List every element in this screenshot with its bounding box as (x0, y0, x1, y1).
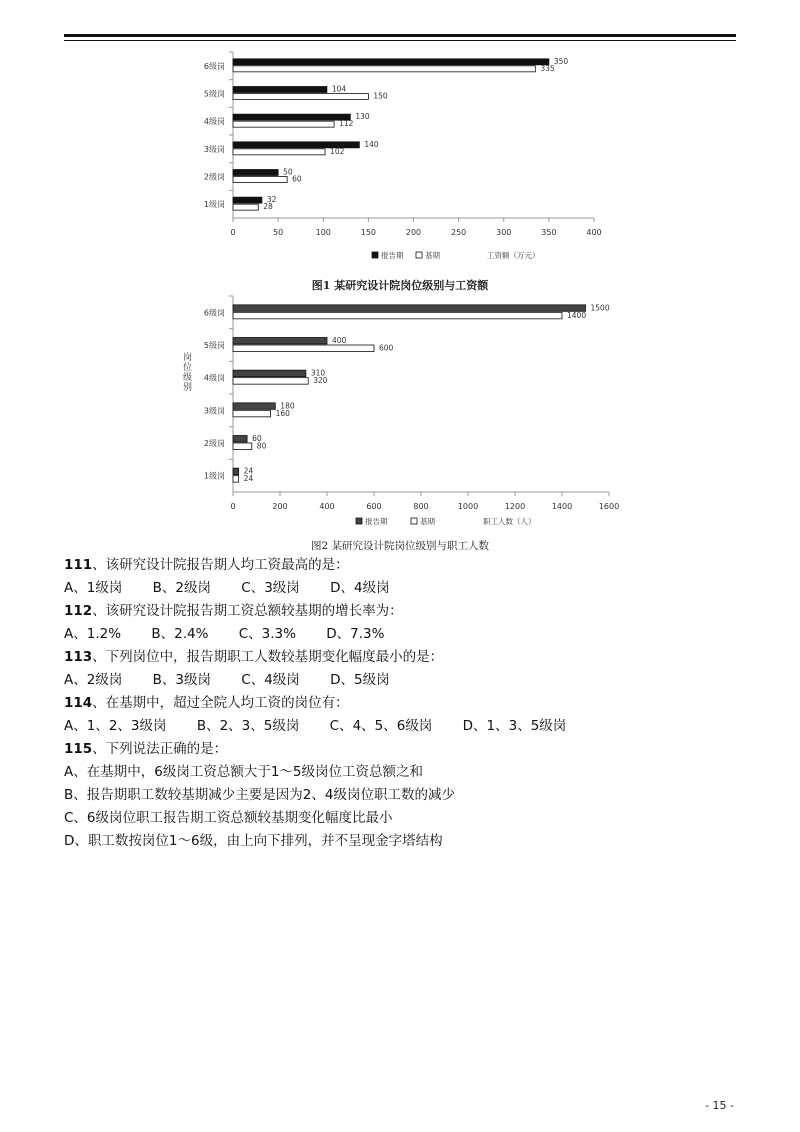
option-a: A、1级岗 (64, 580, 123, 596)
category-label: 3级岗 (203, 406, 225, 416)
bar-base (233, 94, 368, 100)
option-c: C、3.3% (238, 626, 296, 642)
bar-base (233, 443, 252, 450)
x-tick-label: 1400 (551, 502, 573, 511)
bar-value-label: 112 (339, 119, 354, 129)
question-stem: 、该研究设计院报告期工资总额较基期的增长率为： (92, 603, 403, 619)
question-number: 115 (64, 741, 93, 757)
option-d: D、7.3% (326, 626, 385, 642)
option-b: B、报告期职工数较基期减少主要是因为2、4级岗位职工数的减少 (64, 787, 455, 803)
bar-base (233, 149, 325, 155)
x-tick-label: 100 (315, 228, 331, 237)
x-tick-label: 50 (273, 228, 284, 237)
bar-report (233, 436, 247, 443)
bar-value-label: 600 (379, 343, 394, 353)
x-tick-label: 250 (450, 228, 467, 237)
x-axis-title: 职工人数（人） (483, 517, 536, 526)
option-d: D、4级岗 (330, 580, 390, 596)
category-label: 1级岗 (203, 471, 225, 481)
category-label: 3级岗 (203, 144, 225, 154)
header-rule-thick (64, 34, 736, 37)
bar-base (233, 345, 374, 352)
bar-report (233, 87, 327, 93)
figure2-caption: 图2 某研究设计院岗位级别与职工人数 (310, 540, 490, 552)
bar-value-label: 150 (373, 91, 388, 101)
question-number: 113 (64, 649, 93, 665)
bar-base (233, 476, 239, 483)
legend-swatch (356, 518, 362, 524)
question-number: 112 (64, 603, 93, 619)
bar-value-label: 60 (292, 174, 302, 184)
category-label: 4级岗 (203, 373, 225, 383)
x-tick-label: 400 (586, 228, 602, 237)
question-list (64, 554, 744, 853)
bar-value-label: 50 (283, 167, 293, 177)
bar-value-label: 102 (330, 146, 345, 156)
category-label: 5级岗 (203, 341, 225, 350)
bar-report (233, 305, 586, 312)
category-label: 2级岗 (203, 439, 225, 448)
bar-report (233, 197, 262, 203)
option-c: C、3级岗 (241, 580, 300, 596)
bar-value-label: 1400 (567, 310, 587, 320)
option-a: A、2级岗 (64, 672, 123, 688)
option-b: B、2、3、5级岗 (196, 718, 300, 734)
bar-value-label: 400 (332, 336, 347, 345)
option-a: A、1、2、3级岗 (64, 718, 167, 734)
option-d: D、1、3、5级岗 (462, 718, 567, 734)
option-b: B、3级岗 (152, 672, 211, 688)
bar-value-label: 28 (263, 202, 273, 212)
bar-report (233, 114, 350, 120)
bar-value-label: 335 (540, 63, 555, 73)
bar-report (233, 338, 327, 345)
bar-base (233, 177, 287, 183)
bar-base (233, 121, 334, 127)
question-stem: 、在基期中，超过全院人均工资的岗位有： (92, 695, 349, 711)
x-tick-label: 0 (230, 502, 236, 511)
legend-label: 基期 (420, 517, 435, 526)
category-label: 1级岗 (203, 200, 225, 210)
option-b: B、2级岗 (152, 580, 211, 596)
x-tick-label: 350 (541, 228, 557, 237)
bar-value-label: 80 (256, 441, 267, 451)
bar-report (233, 468, 239, 475)
bar-base (233, 378, 308, 385)
bar-value-label: 1500 (590, 303, 610, 313)
question-stem: 、下列说法正确的是： (92, 741, 228, 757)
x-tick-label: 1000 (457, 502, 479, 511)
page-number: - 15 - (705, 1099, 734, 1112)
bar-value-label: 180 (280, 401, 295, 411)
legend-label: 报告期 (365, 517, 388, 526)
question-number: 111 (64, 557, 93, 573)
x-tick-label: 150 (360, 228, 377, 237)
figure1-caption: 图1 某研究设计院岗位级别与工资额 (311, 279, 489, 292)
question-115 (64, 738, 744, 853)
x-tick-label: 300 (496, 228, 512, 237)
bar-value-label: 32 (266, 195, 277, 205)
x-tick-label: 0 (230, 228, 236, 237)
legend-swatch (416, 252, 422, 258)
legend-swatch (372, 252, 378, 258)
bar-report (233, 170, 278, 176)
bar-value-label: 320 (313, 376, 328, 386)
bar-value-label: 160 (275, 408, 290, 418)
option-d: D、5级岗 (330, 672, 390, 688)
bar-value-label: 310 (310, 368, 326, 378)
option-c: C、4级岗 (241, 672, 300, 688)
bar-value-label: 60 (252, 434, 262, 443)
bar-base (233, 410, 271, 417)
option-d: D、职工数按岗位1～6级，由上向下排列，并不呈现金字塔结构 (64, 833, 443, 849)
question-113 (64, 646, 744, 692)
option-c: C、6级岗位职工报告期工资总额较基期变化幅度比最小 (64, 810, 393, 826)
legend-swatch (411, 518, 417, 524)
x-tick-label: 1600 (598, 502, 620, 511)
x-tick-label: 1200 (504, 502, 526, 511)
bar-value-label: 130 (355, 112, 370, 122)
bar-value-label: 24 (243, 474, 254, 484)
bar-value-label: 140 (364, 139, 379, 149)
legend-label: 基期 (425, 251, 440, 260)
category-label: 4级岗 (203, 117, 225, 127)
question-number: 114 (64, 695, 93, 711)
question-111 (64, 554, 744, 600)
x-tick-label: 600 (366, 502, 382, 511)
bar-base (233, 204, 258, 210)
legend-label: 报告期 (381, 251, 404, 260)
x-tick-label: 200 (272, 502, 288, 511)
option-a: A、1.2% (64, 626, 122, 642)
x-tick-label: 200 (405, 228, 422, 237)
bar-report (233, 370, 306, 377)
bar-report (233, 403, 275, 410)
question-112 (64, 600, 744, 646)
bar-value-label: 104 (331, 84, 347, 94)
x-tick-label: 800 (413, 502, 429, 511)
y-axis-title: 岗位级别 (181, 352, 191, 392)
bar-report (233, 59, 549, 65)
chart-staff-by-level (0, 292, 800, 550)
category-label: 2级岗 (203, 172, 225, 182)
question-stem: 、该研究设计院报告期人均工资最高的是： (92, 557, 349, 573)
option-c: C、4、5、6级岗 (329, 718, 433, 734)
category-label: 6级岗 (203, 308, 225, 318)
bar-base (233, 312, 562, 319)
question-114 (64, 692, 744, 738)
chart-wage-by-level (0, 40, 800, 313)
question-stem: 、下列岗位中，报告期职工人数较基期变化幅度最小的是： (92, 649, 444, 665)
bar-value-label: 350 (553, 56, 569, 66)
category-label: 6级岗 (203, 61, 225, 71)
category-label: 5级岗 (203, 89, 225, 99)
bar-base (233, 66, 535, 72)
x-axis-title: 工资额（万元） (487, 251, 540, 260)
x-tick-label: 400 (319, 502, 335, 511)
option-b: B、2.4% (151, 626, 209, 642)
bar-value-label: 24 (243, 466, 254, 476)
option-a: A、在基期中，6级岗工资总额大于1～5级岗位工资总额之和 (64, 764, 424, 780)
